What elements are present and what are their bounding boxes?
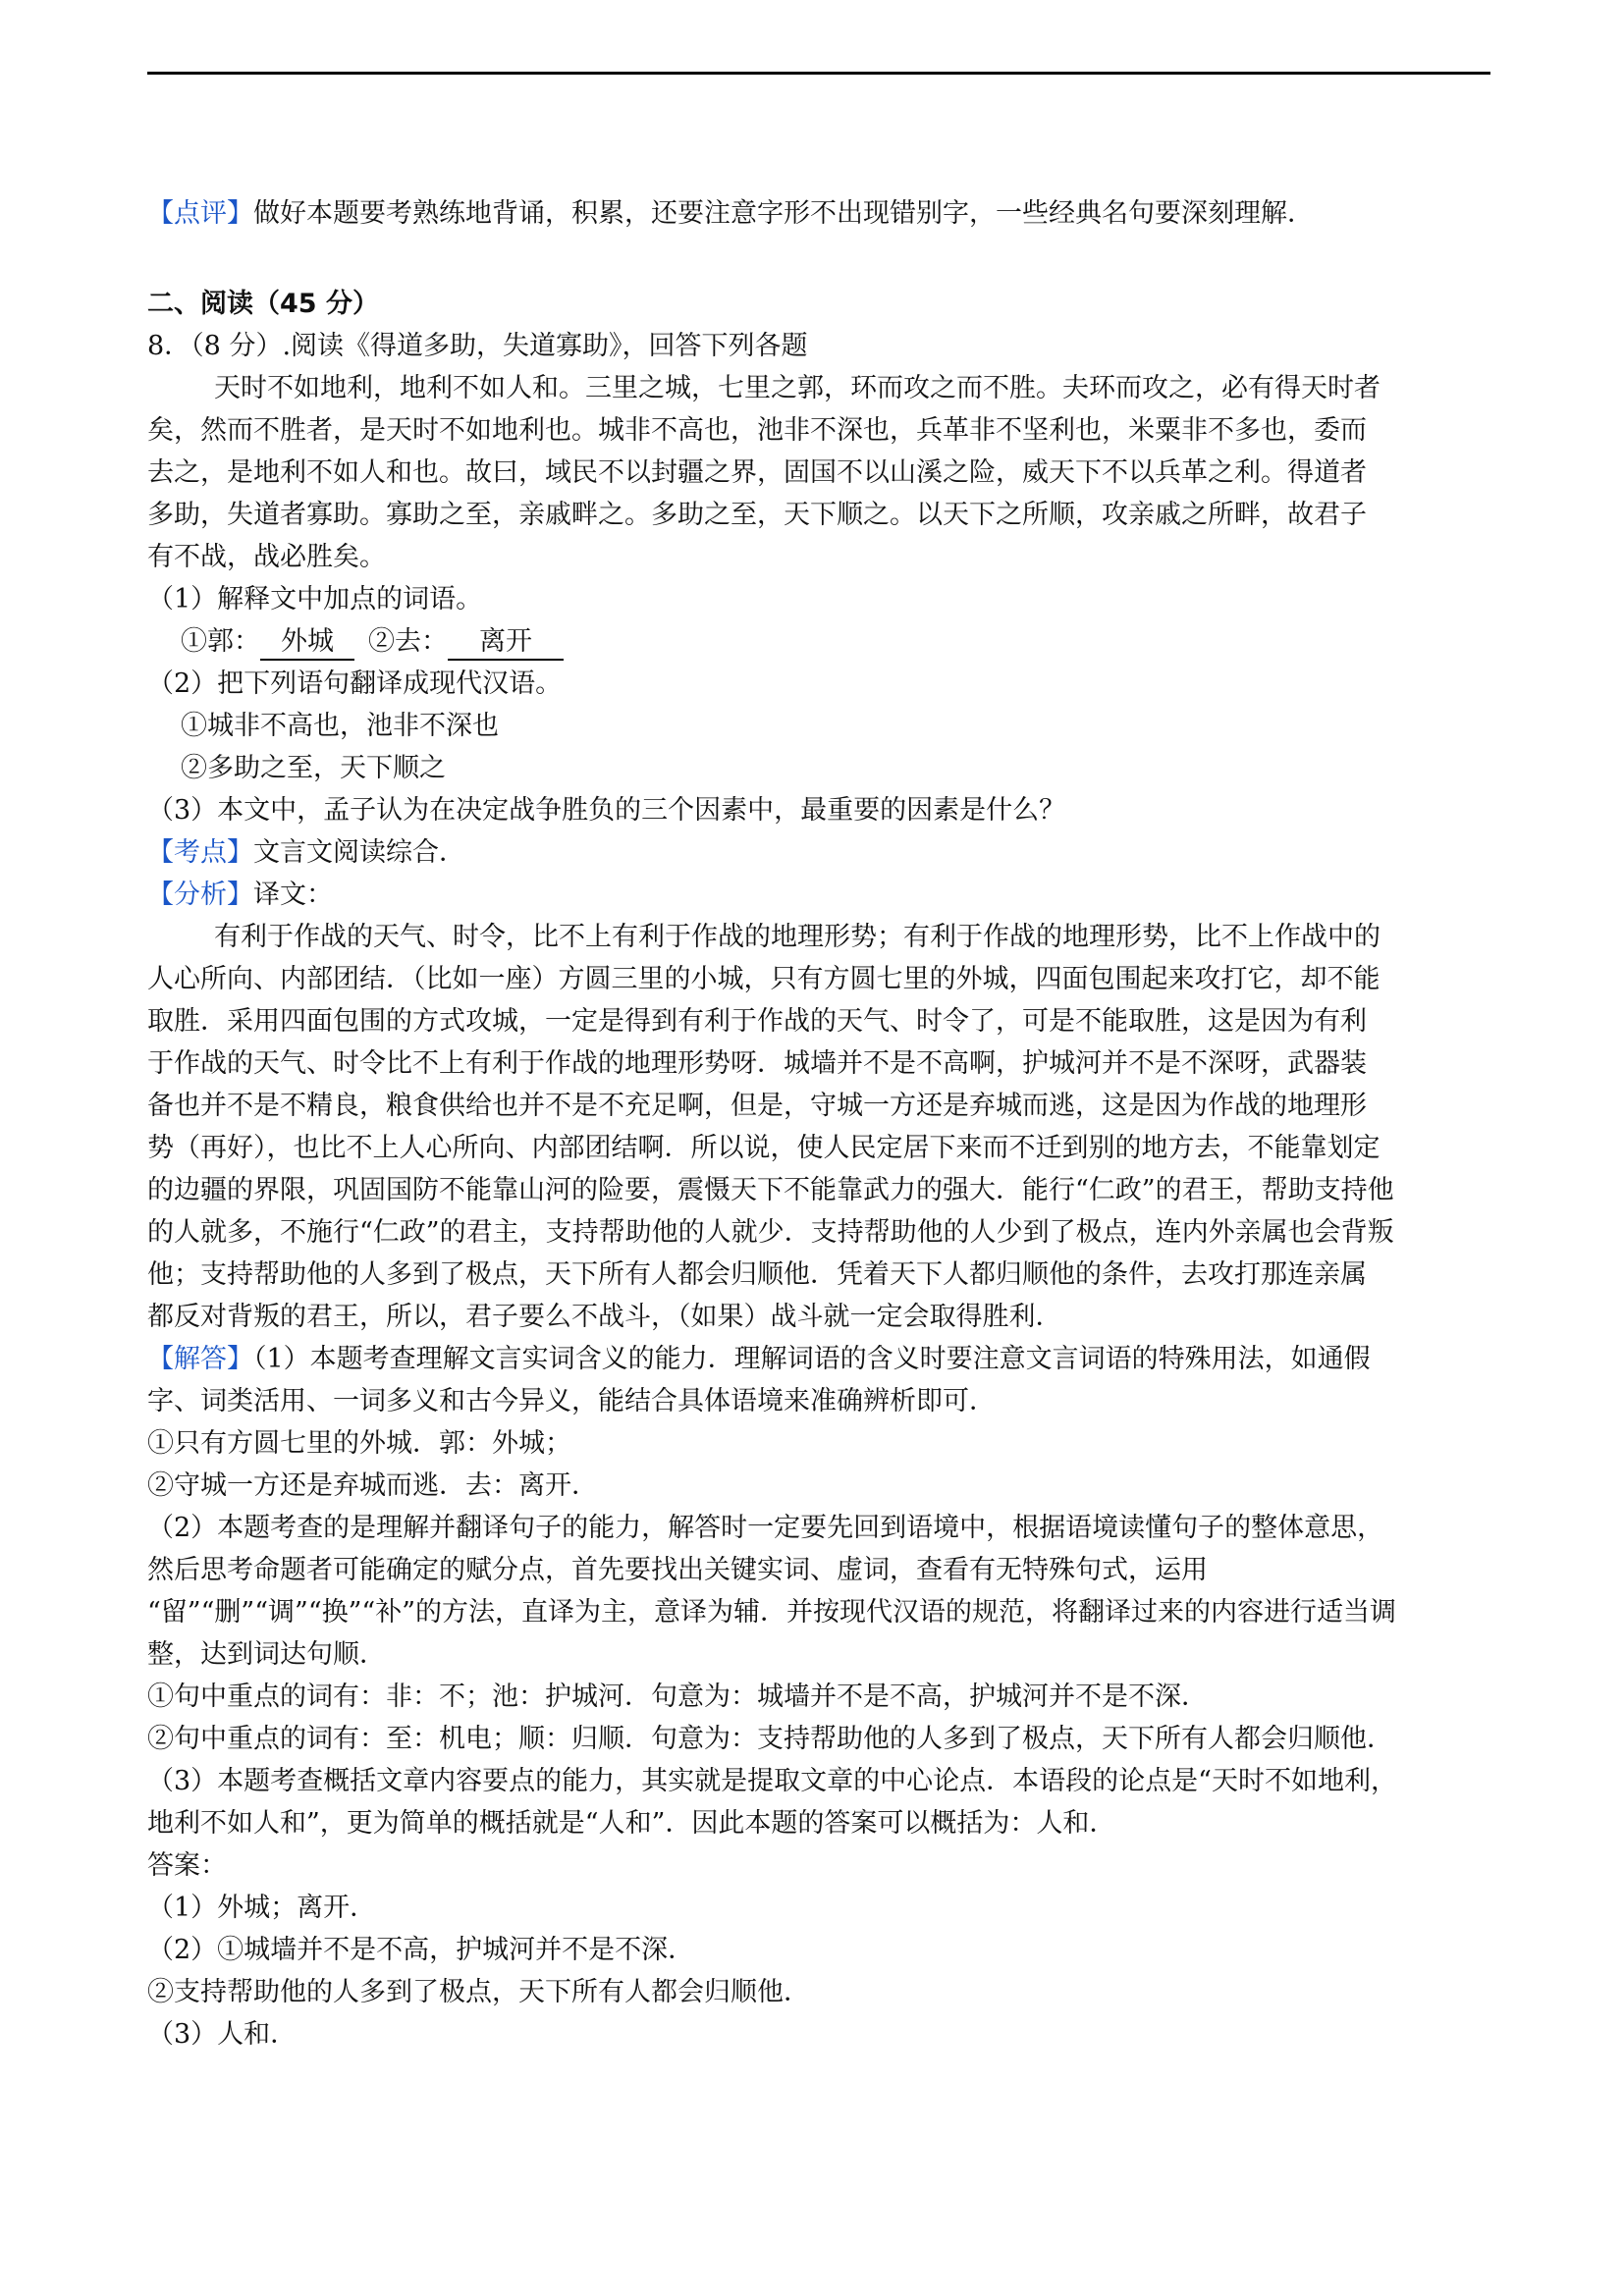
sub1-item1-answer: 外城 [260, 625, 354, 661]
review-text: 做好本题要考熟练地背诵，积累，还要注意字形不出现错别字，一些经典名句要深刻理解． [253, 198, 1314, 229]
jieda-line: “留”“删”“调”“换”“补”的方法，直译为主，意译为辅．并按现代汉语的规范，将翻译过来的内容进行适当调 [147, 1597, 1397, 1628]
sub2-item2: ②多助之至，天下顺之 [181, 753, 446, 783]
review-tag: 【点评】 [147, 198, 253, 229]
translation-line: 的人就多，不施行“仁政”的君主，支持帮助他的人就少．支持帮助他的人少到了极点，连内外亲属也会背叛 [147, 1217, 1394, 1248]
passage-line: 天时不如地利，地利不如人和。三里之城，七里之郭，环而攻之而不胜。夫环而攻之，必有得天时者 [214, 373, 1380, 403]
jieda-line: ①只有方圆七里的外城．郭：外城； [147, 1428, 571, 1459]
document-page [147, 0, 1490, 2296]
translation-line: 于作战的天气、时令比不上有利于作战的地理形势呀．城墙并不是不高啊，护城河并不是不深呀，武器装 [147, 1048, 1367, 1079]
kaodian-line [147, 833, 1490, 873]
translation-line: 取胜．采用四面包围的方式攻城，一定是得到有利于作战的天气、时令了，可是不能取胜，这是因为有利 [147, 1006, 1367, 1037]
translation-line: 有利于作战的天气、时令，比不上有利于作战的地理形势；有利于作战的地理形势，比不上作战中的 [214, 922, 1380, 952]
jieda-line: 字、词类活用、一词多义和古今异义，能结合具体语境来准确辨析即可． [147, 1386, 996, 1416]
answer-line: ②支持帮助他的人多到了极点，天下所有人都会归顺他． [147, 1977, 810, 2007]
sub1-answers [181, 622, 1524, 662]
translation-line: 的边疆的界限，巩固国防不能靠山河的险要，震慑天下不能靠武力的强大．能行“仁政”的君王，帮助支持他 [147, 1175, 1394, 1205]
jieda-line: ②守城一方还是弃城而逃．去：离开． [147, 1470, 598, 1501]
translation-line: 人心所向、内部团结．（比如一座）方圆三里的小城，只有方圆七里的外城，四面包围起来攻打它，却不能 [147, 964, 1380, 994]
sub-question-2: （2）把下列语句翻译成现代汉语。 [147, 668, 563, 699]
jieda-line: ②句中重点的词有：至：机电；顺：归顺．句意为：支持帮助他的人多到了极点，天下所有人都会归顺他． [147, 1724, 1393, 1754]
review-line [147, 194, 1490, 234]
fenxi-text: 译文： [253, 880, 333, 910]
translation-line: 备也并不是不精良，粮食供给也并不是不充足啊，但是，守城一方还是弃城而逃，这是因为作战的地理形 [147, 1091, 1367, 1121]
sub2-item1: ①城非不高也，池非不深也 [181, 711, 499, 741]
jieda-line: ①句中重点的词有：非：不；池：护城河．句意为：城墙并不是不高，护城河并不是不深． [147, 1682, 1208, 1712]
passage-line: 去之，是地利不如人和也。故曰，域民不以封疆之界，固国不以山溪之险，威天下不以兵革之利。得道者 [147, 457, 1367, 488]
jieda-line [147, 1340, 1490, 1379]
sub1-item2-answer: 离开 [448, 625, 564, 661]
jieda-first: （1）本题考查理解文言实词含义的能力．理解词语的含义时要注意文言词语的特殊用法，如通假 [253, 1344, 1371, 1374]
fenxi-line [147, 876, 1490, 915]
fenxi-tag: 【分析】 [147, 880, 253, 910]
sub1-item1-label: ①郭： [181, 626, 260, 657]
passage-line: 矣，然而不胜者，是天时不如地利也。城非不高也，池非不深也，兵革非不坚利也，米粟非不多也，委而 [147, 415, 1367, 446]
sub1-item2-label: ②去： [368, 626, 448, 657]
answer-line: （3）人和． [147, 2019, 298, 2050]
answer-line: （2）①城墙并不是不高，护城河并不是不深． [147, 1935, 695, 1965]
section-title: 二、阅读（45 分） [147, 289, 379, 319]
question-header: 8．（8 分）.阅读《得道多助，失道寡助》，回答下列各题 [147, 331, 808, 361]
jieda-line: 整，达到词达句顺． [147, 1639, 386, 1670]
jieda-line: 地利不如人和”，更为简单的概括就是“人和”．因此本题的答案可以概括为：人和． [147, 1808, 1116, 1839]
answer-label: 答案： [147, 1850, 227, 1881]
translation-line: 势（再好），也比不上人心所向、内部团结啊．所以说，使人民定居下来而不迁到别的地方去，不能靠划定 [147, 1133, 1380, 1163]
kaodian-tag: 【考点】 [147, 837, 253, 868]
translation-line: 都反对背叛的君王，所以，君子要么不战斗，（如果）战斗就一定会取得胜利． [147, 1302, 1062, 1332]
passage-line: 多助，失道者寡助。寡助之至，亲戚畔之。多助之至，天下顺之。以天下之所顺，攻亲戚之所畔，故君子 [147, 500, 1367, 530]
jieda-tag: 【解答】 [147, 1344, 253, 1374]
jieda-line: 然后思考命题者可能确定的赋分点，首先要找出关键实词、虚词，查看有无特殊句式，运用 [147, 1555, 1208, 1585]
jieda-line: （2）本题考查的是理解并翻译句子的能力，解答时一定要先回到语境中，根据语境读懂句子的整体意思， [147, 1513, 1384, 1543]
header-rule [147, 72, 1490, 75]
passage-line: 有不战，战必胜矣。 [147, 542, 386, 572]
kaodian-text: 文言文阅读综合． [253, 837, 465, 868]
sub-question-3: （3）本文中，孟子认为在决定战争胜负的三个因素中，最重要的因素是什么？ [147, 795, 1066, 826]
jieda-line: （3）本题考查概括文章内容要点的能力，其实就是提取文章的中心论点．本语段的论点是“天时不如地利， [147, 1766, 1397, 1796]
sub-question-1: （1）解释文中加点的词语。 [147, 584, 483, 614]
answer-line: （1）外城；离开． [147, 1893, 377, 1923]
translation-line: 他；支持帮助他的人多到了极点，天下所有人都会归顺他．凭着天下人都归顺他的条件，去攻打那连亲属 [147, 1259, 1367, 1290]
